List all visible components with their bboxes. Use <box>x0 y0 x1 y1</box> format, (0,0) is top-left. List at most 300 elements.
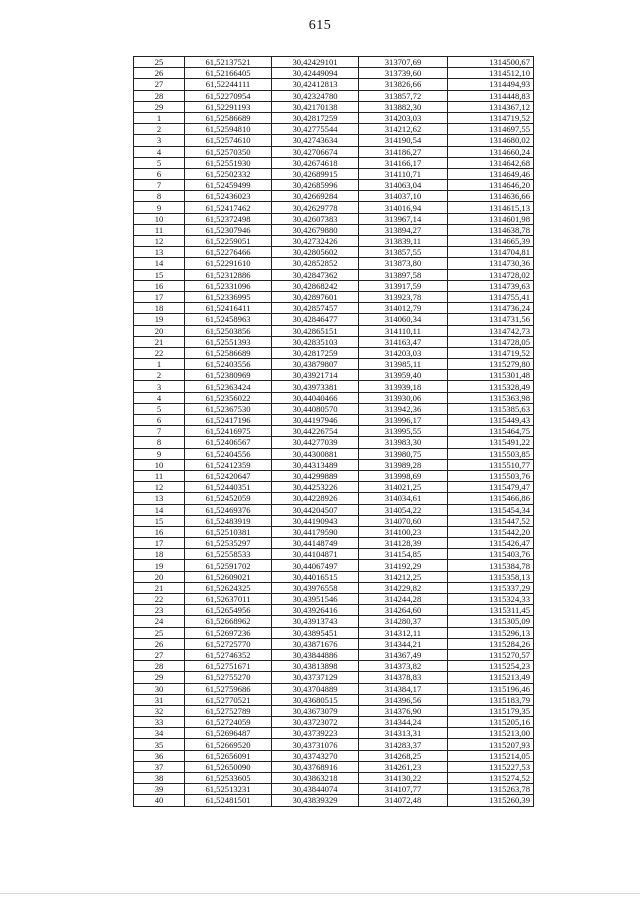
easting-cell: 1314680,02 <box>448 135 534 146</box>
table-row <box>134 672 534 683</box>
table-row <box>134 784 534 795</box>
longitude-cell: 30,44067497 <box>272 560 359 571</box>
easting-cell: 1315363,98 <box>448 392 534 403</box>
table-row <box>134 773 534 784</box>
easting-cell: 1314367,12 <box>448 101 534 112</box>
point-number-cell: 6 <box>134 415 185 426</box>
longitude-cell: 30,43863218 <box>272 773 359 784</box>
latitude-cell: 61,52420647 <box>185 470 272 481</box>
latitude-cell: 61,52656091 <box>185 750 272 761</box>
coordinates-table-container <box>133 56 530 807</box>
easting-cell: 1315426,47 <box>448 538 534 549</box>
point-number-cell: 27 <box>134 649 185 660</box>
latitude-cell: 61,52586689 <box>185 112 272 123</box>
latitude-cell: 61,52356022 <box>185 392 272 403</box>
table-row <box>134 269 534 280</box>
northing-cell: 313996,17 <box>359 415 448 426</box>
latitude-cell: 61,52570350 <box>185 146 272 157</box>
point-number-cell: 31 <box>134 694 185 705</box>
northing-cell: 314063,04 <box>359 180 448 191</box>
latitude-cell: 61,52331096 <box>185 280 272 291</box>
northing-cell: 314376,90 <box>359 705 448 716</box>
longitude-cell: 30,42743634 <box>272 135 359 146</box>
table-row <box>134 538 534 549</box>
table-row <box>134 157 534 168</box>
latitude-cell: 61,52637011 <box>185 594 272 605</box>
longitude-cell: 30,43743270 <box>272 750 359 761</box>
coordinates-table-body <box>134 57 534 807</box>
longitude-cell: 30,43976558 <box>272 582 359 593</box>
easting-cell: 1314500,67 <box>448 57 534 68</box>
table-row <box>134 750 534 761</box>
easting-cell: 1314649,46 <box>448 168 534 179</box>
easting-cell: 1315205,16 <box>448 717 534 728</box>
easting-cell: 1315479,47 <box>448 482 534 493</box>
easting-cell: 1315305,09 <box>448 616 534 627</box>
point-number-cell: 14 <box>134 504 185 515</box>
longitude-cell: 30,42429101 <box>272 57 359 68</box>
latitude-cell: 61,52372498 <box>185 213 272 224</box>
latitude-cell: 61,52440351 <box>185 482 272 493</box>
longitude-cell: 30,42412813 <box>272 79 359 90</box>
point-number-cell: 17 <box>134 291 185 302</box>
easting-cell: 1314728,05 <box>448 336 534 347</box>
longitude-cell: 30,43951546 <box>272 594 359 605</box>
easting-cell: 1314660,24 <box>448 146 534 157</box>
northing-cell: 314312,11 <box>359 627 448 638</box>
point-number-cell: 10 <box>134 213 185 224</box>
northing-cell: 314378,83 <box>359 672 448 683</box>
easting-cell: 1314731,56 <box>448 314 534 325</box>
easting-cell: 1314636,66 <box>448 191 534 202</box>
latitude-cell: 61,52417462 <box>185 202 272 213</box>
longitude-cell: 30,44313489 <box>272 459 359 470</box>
northing-cell: 314344,21 <box>359 638 448 649</box>
longitude-cell: 30,43839329 <box>272 795 359 806</box>
easting-cell: 1315449,43 <box>448 415 534 426</box>
point-number-cell: 25 <box>134 627 185 638</box>
longitude-cell: 30,42706674 <box>272 146 359 157</box>
easting-cell: 1315491,22 <box>448 437 534 448</box>
northing-cell: 314212,62 <box>359 124 448 135</box>
longitude-cell: 30,42852852 <box>272 258 359 269</box>
northing-cell: 314016,94 <box>359 202 448 213</box>
northing-cell: 314203,03 <box>359 112 448 123</box>
table-row <box>134 582 534 593</box>
point-number-cell: 28 <box>134 90 185 101</box>
northing-cell: 314012,79 <box>359 303 448 314</box>
northing-cell: 313707,69 <box>359 57 448 68</box>
table-row <box>134 359 534 370</box>
easting-cell: 1315466,86 <box>448 493 534 504</box>
easting-cell: 1314615,13 <box>448 202 534 213</box>
table-row <box>134 303 534 314</box>
northing-cell: 313930,06 <box>359 392 448 403</box>
longitude-cell: 30,44226754 <box>272 426 359 437</box>
longitude-cell: 30,43737129 <box>272 672 359 683</box>
point-number-cell: 20 <box>134 571 185 582</box>
easting-cell: 1315213,00 <box>448 728 534 739</box>
latitude-cell: 61,52513231 <box>185 784 272 795</box>
easting-cell: 1315227,53 <box>448 761 534 772</box>
longitude-cell: 30,42449094 <box>272 68 359 79</box>
table-row <box>134 370 534 381</box>
table-row <box>134 258 534 269</box>
latitude-cell: 61,52469376 <box>185 504 272 515</box>
longitude-cell: 30,42685996 <box>272 180 359 191</box>
point-number-cell: 23 <box>134 605 185 616</box>
point-number-cell: 12 <box>134 482 185 493</box>
point-number-cell: 21 <box>134 582 185 593</box>
northing-cell: 314280,37 <box>359 616 448 627</box>
table-row <box>134 247 534 258</box>
northing-cell: 313873,80 <box>359 258 448 269</box>
easting-cell: 1314638,78 <box>448 224 534 235</box>
point-number-cell: 13 <box>134 493 185 504</box>
table-row <box>134 437 534 448</box>
table-row <box>134 336 534 347</box>
longitude-cell: 30,44148749 <box>272 538 359 549</box>
easting-cell: 1315270,57 <box>448 649 534 660</box>
northing-cell: 314367,49 <box>359 649 448 660</box>
table-row <box>134 213 534 224</box>
point-number-cell: 7 <box>134 426 185 437</box>
point-number-cell: 18 <box>134 303 185 314</box>
point-number-cell: 20 <box>134 325 185 336</box>
easting-cell: 1315454,34 <box>448 504 534 515</box>
northing-cell: 314021,25 <box>359 482 448 493</box>
latitude-cell: 61,52697236 <box>185 627 272 638</box>
northing-cell: 314396,56 <box>359 694 448 705</box>
northing-cell: 313959,40 <box>359 370 448 381</box>
easting-cell: 1315254,23 <box>448 661 534 672</box>
latitude-cell: 61,52591702 <box>185 560 272 571</box>
table-row <box>134 124 534 135</box>
easting-cell: 1314642,68 <box>448 157 534 168</box>
table-row <box>134 392 534 403</box>
northing-cell: 313917,59 <box>359 280 448 291</box>
page-bottom-edge <box>0 893 640 894</box>
latitude-cell: 61,52404556 <box>185 448 272 459</box>
northing-cell: 314344,24 <box>359 717 448 728</box>
latitude-cell: 61,52363424 <box>185 381 272 392</box>
latitude-cell: 61,52452059 <box>185 493 272 504</box>
table-row <box>134 135 534 146</box>
table-row <box>134 549 534 560</box>
easting-cell: 1314646,20 <box>448 180 534 191</box>
easting-cell: 1315274,52 <box>448 773 534 784</box>
northing-cell: 314203,03 <box>359 347 448 358</box>
point-number-cell: 16 <box>134 526 185 537</box>
point-number-cell: 16 <box>134 280 185 291</box>
point-number-cell: 4 <box>134 392 185 403</box>
latitude-cell: 61,52416411 <box>185 303 272 314</box>
table-row <box>134 146 534 157</box>
northing-cell: 314110,11 <box>359 325 448 336</box>
longitude-cell: 30,44277039 <box>272 437 359 448</box>
latitude-cell: 61,52417196 <box>185 415 272 426</box>
latitude-cell: 61,52307946 <box>185 224 272 235</box>
northing-cell: 313967,14 <box>359 213 448 224</box>
point-number-cell: 40 <box>134 795 185 806</box>
point-number-cell: 7 <box>134 180 185 191</box>
latitude-cell: 61,52724059 <box>185 717 272 728</box>
latitude-cell: 61,52510381 <box>185 526 272 537</box>
table-row <box>134 426 534 437</box>
table-row <box>134 661 534 672</box>
longitude-cell: 30,43673079 <box>272 705 359 716</box>
northing-cell: 313989,28 <box>359 459 448 470</box>
northing-cell: 314130,22 <box>359 773 448 784</box>
table-row <box>134 795 534 806</box>
point-number-cell: 3 <box>134 381 185 392</box>
latitude-cell: 61,52551393 <box>185 336 272 347</box>
latitude-cell: 61,52668962 <box>185 616 272 627</box>
northing-cell: 313894,27 <box>359 224 448 235</box>
latitude-cell: 61,52380969 <box>185 370 272 381</box>
easting-cell: 1314719,52 <box>448 112 534 123</box>
longitude-cell: 30,44179590 <box>272 526 359 537</box>
longitude-cell: 30,42170138 <box>272 101 359 112</box>
table-row <box>134 101 534 112</box>
point-number-cell: 19 <box>134 560 185 571</box>
latitude-cell: 61,52751671 <box>185 661 272 672</box>
longitude-cell: 30,42689915 <box>272 168 359 179</box>
table-row <box>134 291 534 302</box>
easting-cell: 1315279,80 <box>448 359 534 370</box>
latitude-cell: 61,52459499 <box>185 180 272 191</box>
point-number-cell: 18 <box>134 549 185 560</box>
table-row <box>134 403 534 414</box>
easting-cell: 1315503,85 <box>448 448 534 459</box>
latitude-cell: 61,52336995 <box>185 291 272 302</box>
northing-cell: 313980,75 <box>359 448 448 459</box>
northing-cell: 313923,78 <box>359 291 448 302</box>
longitude-cell: 30,44104871 <box>272 549 359 560</box>
easting-cell: 1315183,79 <box>448 694 534 705</box>
point-number-cell: 11 <box>134 224 185 235</box>
easting-cell: 1314512,10 <box>448 68 534 79</box>
table-row <box>134 605 534 616</box>
table-row <box>134 694 534 705</box>
latitude-cell: 61,52609021 <box>185 571 272 582</box>
table-row <box>134 57 534 68</box>
point-number-cell: 34 <box>134 728 185 739</box>
northing-cell: 314283,37 <box>359 739 448 750</box>
latitude-cell: 61,52746352 <box>185 649 272 660</box>
table-row <box>134 515 534 526</box>
latitude-cell: 61,52759686 <box>185 683 272 694</box>
point-number-cell: 13 <box>134 247 185 258</box>
easting-cell: 1314697,55 <box>448 124 534 135</box>
easting-cell: 1315503,76 <box>448 470 534 481</box>
table-row <box>134 202 534 213</box>
easting-cell: 1314736,24 <box>448 303 534 314</box>
longitude-cell: 30,42669284 <box>272 191 359 202</box>
latitude-cell: 61,52481501 <box>185 795 272 806</box>
longitude-cell: 30,43768916 <box>272 761 359 772</box>
easting-cell: 1315510,77 <box>448 459 534 470</box>
table-row <box>134 504 534 515</box>
northing-cell: 314212,25 <box>359 571 448 582</box>
easting-cell: 1315260,39 <box>448 795 534 806</box>
easting-cell: 1315464,75 <box>448 426 534 437</box>
easting-cell: 1315179,35 <box>448 705 534 716</box>
longitude-cell: 30,42805602 <box>272 247 359 258</box>
northing-cell: 314268,25 <box>359 750 448 761</box>
latitude-cell: 61,52483919 <box>185 515 272 526</box>
longitude-cell: 30,42817259 <box>272 112 359 123</box>
northing-cell: 313995,55 <box>359 426 448 437</box>
point-number-cell: 36 <box>134 750 185 761</box>
point-number-cell: 19 <box>134 314 185 325</box>
northing-cell: 314054,22 <box>359 504 448 515</box>
longitude-cell: 30,42674618 <box>272 157 359 168</box>
longitude-cell: 30,43973381 <box>272 381 359 392</box>
northing-cell: 314384,17 <box>359 683 448 694</box>
northing-cell: 314037,10 <box>359 191 448 202</box>
northing-cell: 314060,34 <box>359 314 448 325</box>
point-number-cell: 27 <box>134 79 185 90</box>
point-number-cell: 22 <box>134 347 185 358</box>
longitude-cell: 30,44253226 <box>272 482 359 493</box>
northing-cell: 314186,27 <box>359 146 448 157</box>
northing-cell: 314128,39 <box>359 538 448 549</box>
northing-cell: 313739,60 <box>359 68 448 79</box>
easting-cell: 1315385,63 <box>448 403 534 414</box>
latitude-cell: 61,52586689 <box>185 347 272 358</box>
latitude-cell: 61,52755270 <box>185 672 272 683</box>
longitude-cell: 30,43921714 <box>272 370 359 381</box>
latitude-cell: 61,52752789 <box>185 705 272 716</box>
longitude-cell: 30,42846477 <box>272 314 359 325</box>
longitude-cell: 30,43926416 <box>272 605 359 616</box>
northing-cell: 314229,82 <box>359 582 448 593</box>
northing-cell: 313857,72 <box>359 90 448 101</box>
coordinates-table <box>133 56 534 807</box>
point-number-cell: 24 <box>134 616 185 627</box>
longitude-cell: 30,43680515 <box>272 694 359 705</box>
page-number: 615 <box>308 18 332 33</box>
longitude-cell: 30,42629778 <box>272 202 359 213</box>
table-row <box>134 415 534 426</box>
easting-cell: 1315442,20 <box>448 526 534 537</box>
latitude-cell: 61,52594810 <box>185 124 272 135</box>
longitude-cell: 30,42847362 <box>272 269 359 280</box>
point-number-cell: 14 <box>134 258 185 269</box>
longitude-cell: 30,43739223 <box>272 728 359 739</box>
point-number-cell: 33 <box>134 717 185 728</box>
easting-cell: 1315284,26 <box>448 638 534 649</box>
latitude-cell: 61,52312886 <box>185 269 272 280</box>
longitude-cell: 30,44300881 <box>272 448 359 459</box>
point-number-cell: 1 <box>134 359 185 370</box>
longitude-cell: 30,42835103 <box>272 336 359 347</box>
easting-cell: 1315213,49 <box>448 672 534 683</box>
point-number-cell: 5 <box>134 157 185 168</box>
point-number-cell: 17 <box>134 538 185 549</box>
northing-cell: 313998,69 <box>359 470 448 481</box>
northing-cell: 314034,61 <box>359 493 448 504</box>
longitude-cell: 30,43913743 <box>272 616 359 627</box>
latitude-cell: 61,52166405 <box>185 68 272 79</box>
easting-cell: 1314739,63 <box>448 280 534 291</box>
easting-cell: 1314755,41 <box>448 291 534 302</box>
latitude-cell: 61,52291610 <box>185 258 272 269</box>
northing-cell: 313897,58 <box>359 269 448 280</box>
northing-cell: 314190,54 <box>359 135 448 146</box>
table-row <box>134 381 534 392</box>
northing-cell: 314166,17 <box>359 157 448 168</box>
table-row <box>134 560 534 571</box>
latitude-cell: 61,52650090 <box>185 761 272 772</box>
table-row <box>134 728 534 739</box>
table-row <box>134 717 534 728</box>
easting-cell: 1315301,48 <box>448 370 534 381</box>
northing-cell: 313939,18 <box>359 381 448 392</box>
point-number-cell: 2 <box>134 370 185 381</box>
latitude-cell: 61,52403556 <box>185 359 272 370</box>
easting-cell: 1314448,83 <box>448 90 534 101</box>
table-row <box>134 739 534 750</box>
point-number-cell: 10 <box>134 459 185 470</box>
northing-cell: 313826,66 <box>359 79 448 90</box>
table-row <box>134 168 534 179</box>
latitude-cell: 61,52535297 <box>185 538 272 549</box>
easting-cell: 1315403,76 <box>448 549 534 560</box>
point-number-cell: 9 <box>134 448 185 459</box>
longitude-cell: 30,44299889 <box>272 470 359 481</box>
point-number-cell: 26 <box>134 638 185 649</box>
northing-cell: 314100,23 <box>359 526 448 537</box>
northing-cell: 313857,55 <box>359 247 448 258</box>
longitude-cell: 30,43879807 <box>272 359 359 370</box>
northing-cell: 314244,28 <box>359 594 448 605</box>
point-number-cell: 29 <box>134 101 185 112</box>
longitude-cell: 30,44040466 <box>272 392 359 403</box>
longitude-cell: 30,44016515 <box>272 571 359 582</box>
northing-cell: 314163,47 <box>359 336 448 347</box>
longitude-cell: 30,42775544 <box>272 124 359 135</box>
table-row <box>134 280 534 291</box>
northing-cell: 314192,29 <box>359 560 448 571</box>
longitude-cell: 30,43844074 <box>272 784 359 795</box>
latitude-cell: 61,52276466 <box>185 247 272 258</box>
northing-cell: 314313,31 <box>359 728 448 739</box>
easting-cell: 1315263,78 <box>448 784 534 795</box>
table-row <box>134 68 534 79</box>
longitude-cell: 30,42857457 <box>272 303 359 314</box>
latitude-cell: 61,52669520 <box>185 739 272 750</box>
latitude-cell: 61,52503856 <box>185 325 272 336</box>
northing-cell: 314072,48 <box>359 795 448 806</box>
longitude-cell: 30,43844886 <box>272 649 359 660</box>
longitude-cell: 30,42679880 <box>272 224 359 235</box>
point-number-cell: 37 <box>134 761 185 772</box>
easting-cell: 1314494,93 <box>448 79 534 90</box>
longitude-cell: 30,43704889 <box>272 683 359 694</box>
point-number-cell: 39 <box>134 784 185 795</box>
table-row <box>134 493 534 504</box>
northing-cell: 313942,36 <box>359 403 448 414</box>
northing-cell: 314070,60 <box>359 515 448 526</box>
latitude-cell: 61,52458963 <box>185 314 272 325</box>
northing-cell: 313839,11 <box>359 236 448 247</box>
latitude-cell: 61,52551930 <box>185 157 272 168</box>
easting-cell: 1315196,46 <box>448 683 534 694</box>
point-number-cell: 21 <box>134 336 185 347</box>
longitude-cell: 30,43871676 <box>272 638 359 649</box>
